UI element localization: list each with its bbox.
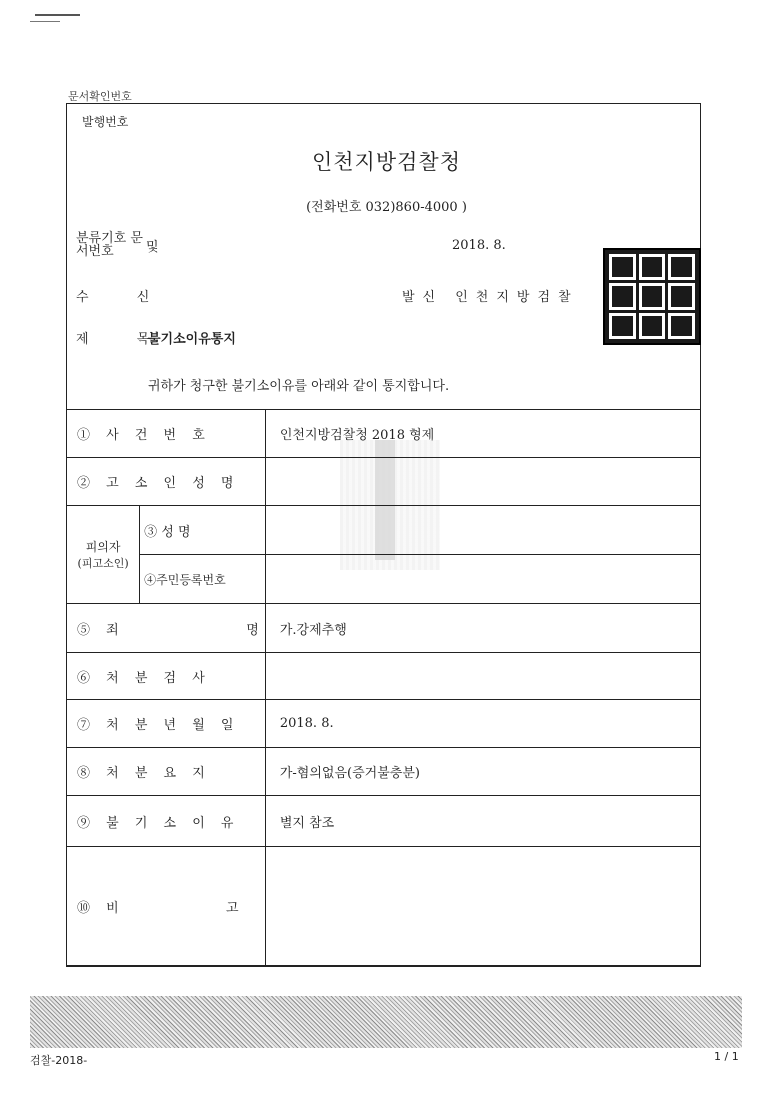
reason-value: 별지 참조 [265, 796, 700, 847]
table-row [67, 748, 701, 796]
prosecutor-value [265, 653, 700, 700]
redacted-scan-strip [30, 996, 742, 1048]
id-label: ④주민등록번호 [140, 555, 266, 604]
notice-text: 귀하가 청구한 불기소이유를 아래와 같이 통지합니다. [148, 379, 450, 394]
disposition-date-label: ⑦ 처 분 년 월 일 [67, 700, 266, 748]
sender-line: 발신 인천지방검찰 [402, 290, 579, 305]
recipient-label: 수 신 [76, 290, 172, 305]
document-date: 2018. 8. [452, 238, 506, 253]
suspect-group-sublabel: (피고소인) [77, 557, 129, 570]
remarks-value [265, 847, 700, 966]
case-number-value: 인천지방검찰청 2018 형제 [265, 410, 700, 458]
disposition-date-value: 2018. 8. [265, 700, 700, 748]
scan-mark [30, 21, 60, 22]
footer-page-number: 1 / 1 [714, 1050, 739, 1063]
suspect-group-label: 피의자 [85, 540, 121, 554]
suspect-group-cell [67, 506, 140, 604]
subject-label: 제 목 [76, 332, 172, 347]
table-row [67, 555, 701, 604]
complainant-label: ② 고 소 인 성 명 [67, 458, 266, 506]
official-seal-stamp [603, 248, 701, 345]
table-row [67, 700, 701, 748]
reason-label: ⑨ 불 기 소 이 유 [67, 796, 266, 847]
table-row [67, 653, 701, 700]
charge-value: 가.강제추행 [265, 604, 700, 653]
agency-title: 인천지방검찰청 [311, 150, 461, 174]
classification-label: 분류기호 문서번호 [76, 231, 143, 259]
disposition-summary-value: 가-혐의없음(증거불충분) [265, 748, 700, 796]
case-number-label: ① 사 건 번 호 [67, 410, 266, 458]
complainant-value [265, 458, 700, 506]
name-value [265, 506, 700, 555]
name-label: ③ 성 명 [140, 506, 266, 555]
remarks-label: ⑩ 비 고 [67, 847, 266, 966]
table-row [67, 604, 701, 653]
disposition-summary-label: ⑧ 처 분 요 지 [67, 748, 266, 796]
notice-form-table [66, 409, 701, 966]
classification-and: 및 [146, 240, 159, 255]
scan-mark [35, 14, 80, 16]
prosecutor-label: ⑥ 처 분 검 사 [67, 653, 266, 700]
table-row [67, 847, 701, 966]
footer-doc-code: 검찰-2018- [30, 1054, 88, 1067]
table-row [67, 506, 701, 555]
table-row [67, 410, 701, 458]
subject-value: 불기소이유통지 [148, 332, 236, 347]
issue-number-label: 발행번호 [82, 115, 129, 129]
id-value [265, 555, 700, 604]
agency-phone: (전화번호 032)860-4000 ) [306, 200, 467, 215]
table-row [67, 796, 701, 847]
charge-label: ⑤ 죄 명 [67, 604, 266, 653]
doc-check-number-label: 문서확인번호 [68, 90, 132, 103]
table-row [67, 458, 701, 506]
